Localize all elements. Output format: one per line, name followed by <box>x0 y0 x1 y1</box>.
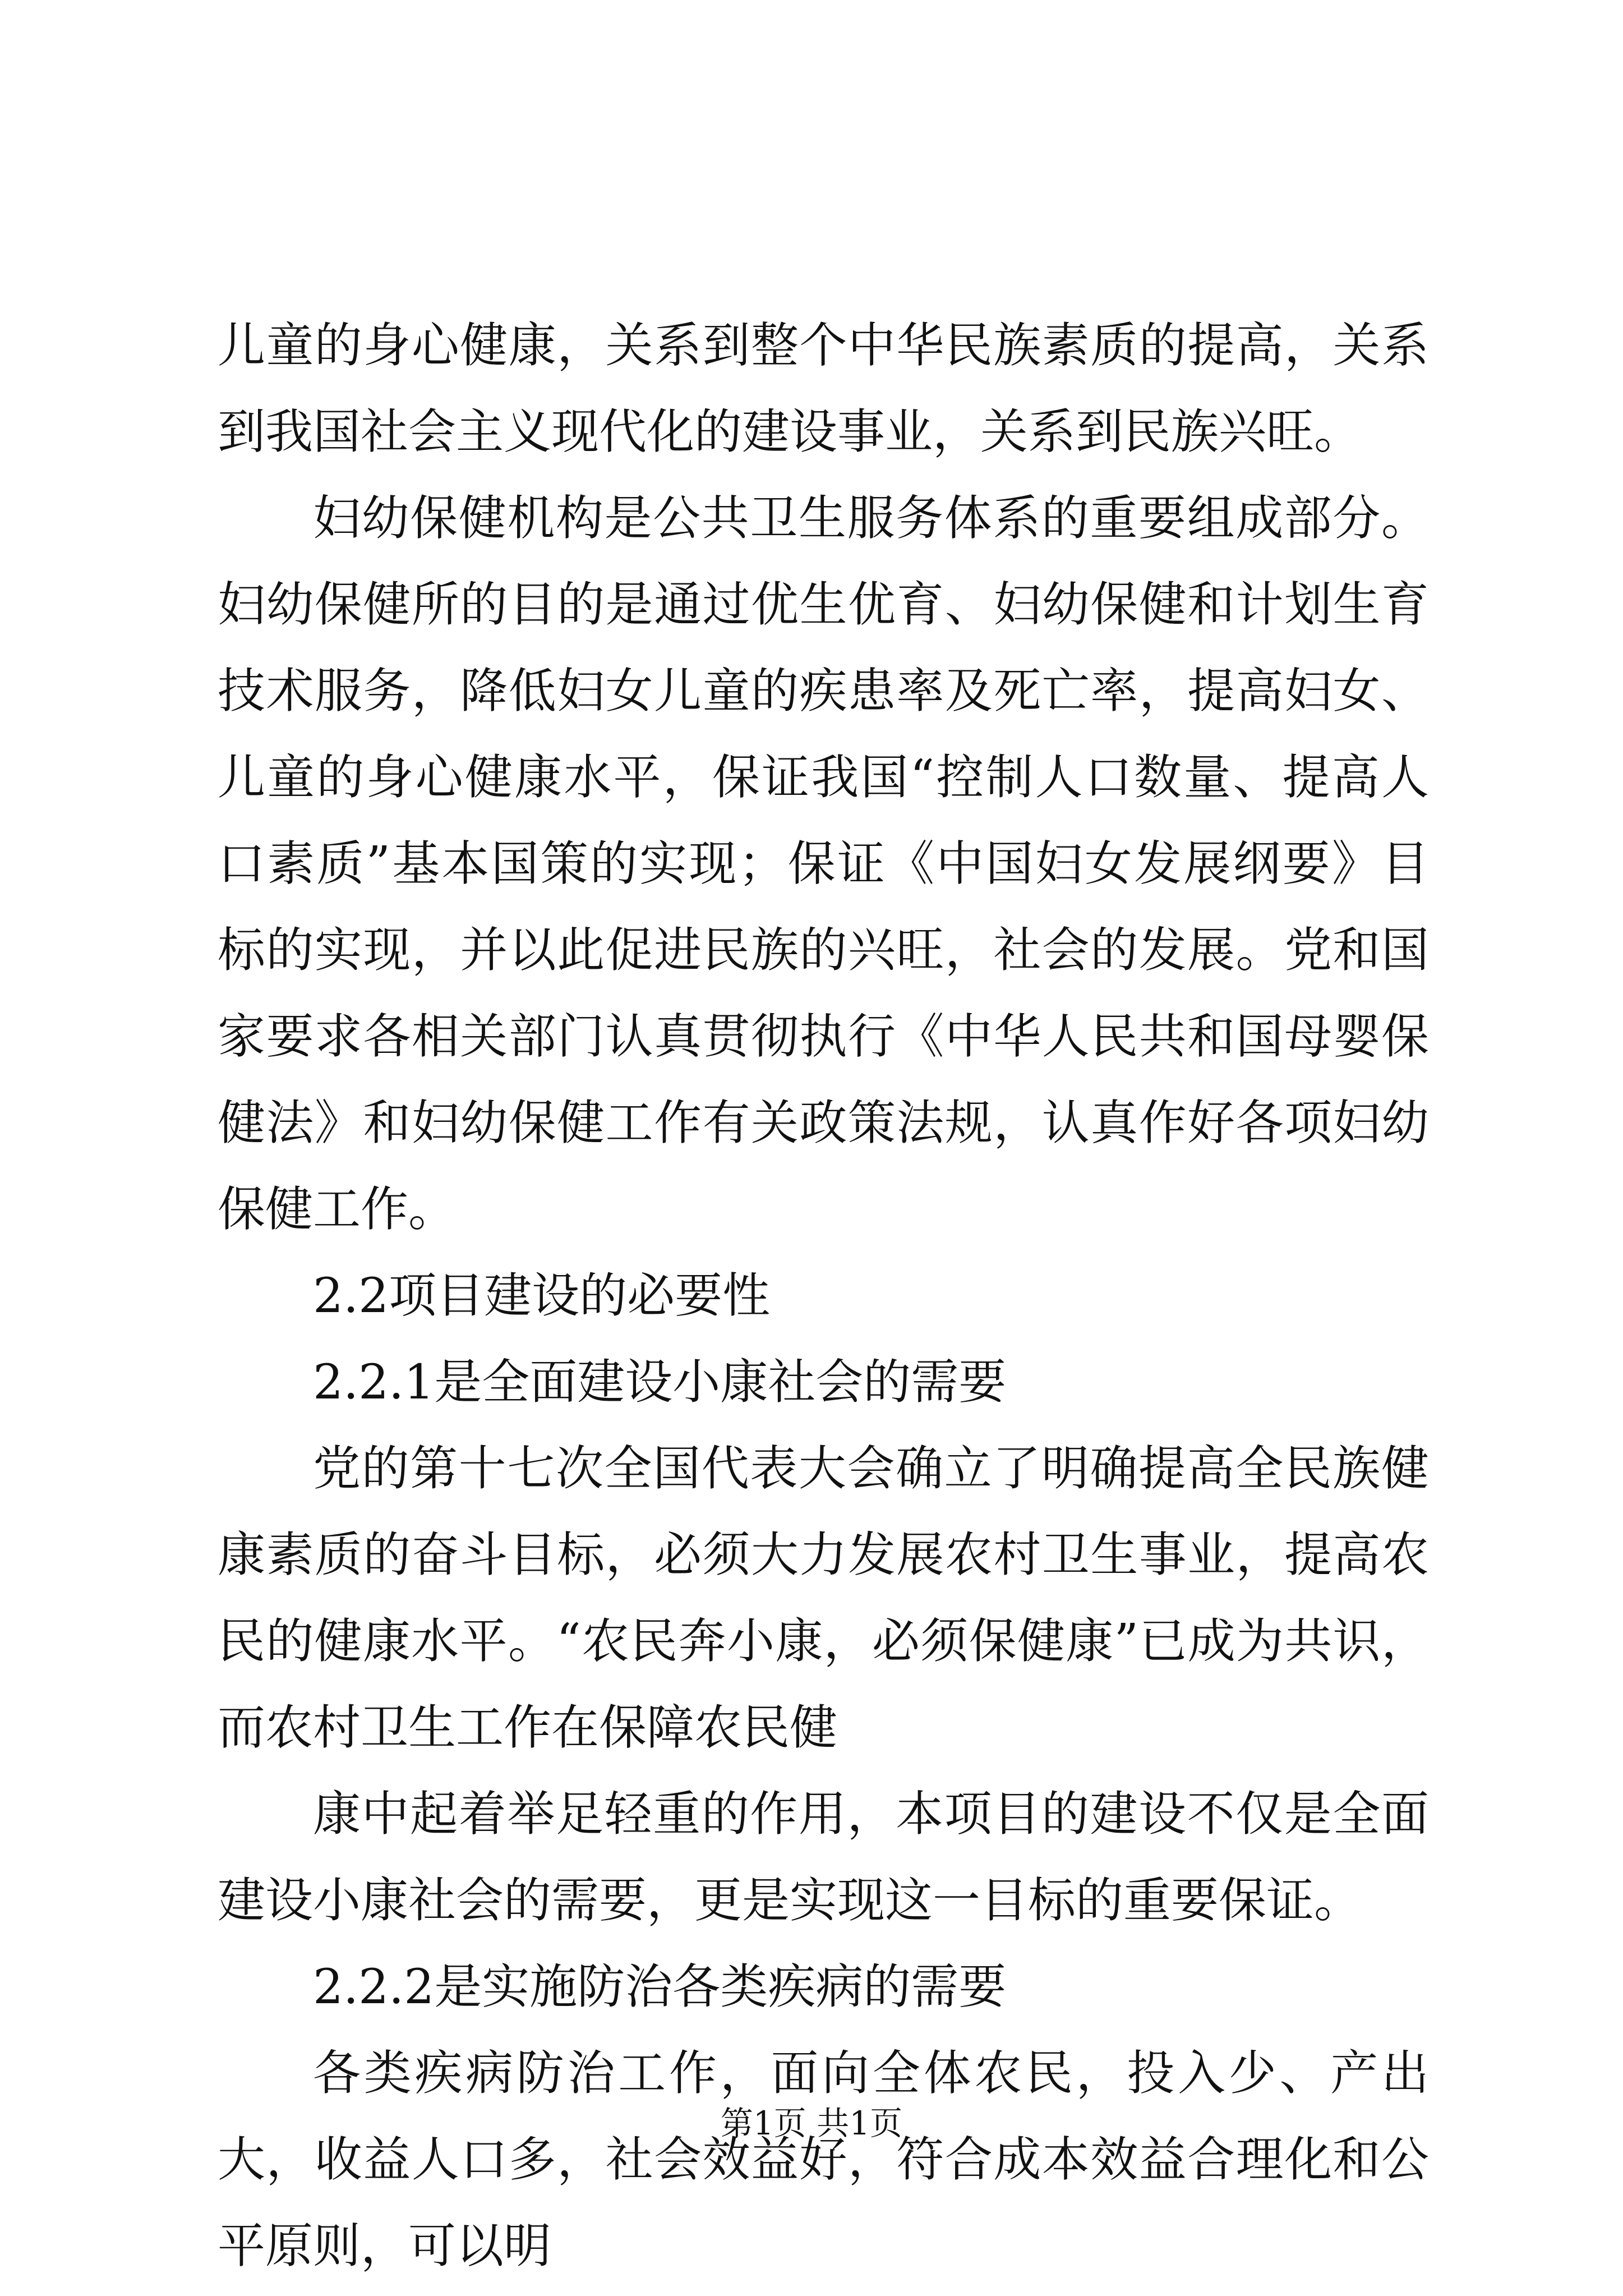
paragraph-disease-prevention: 各类疾病防治工作，面向全体农民，投入少、产出大，收益人口多，社会效益好，符合成本效益合理化和公平原则，可以明 <box>218 2046 1429 2274</box>
page-number: 第1页 共1页 <box>720 2104 903 2142</box>
section-heading-2-2-1: 2.2.1是全面建设小康社会的需要 <box>313 1355 1007 1410</box>
document-body <box>218 303 1429 2290</box>
section-heading-2-2: 2.2项目建设的必要性 <box>313 1268 771 1324</box>
paragraph-continuation: 儿童的身心健康，关系到整个中华民族素质的提高，关系到我国社会主义现代化的建设事业，关系到民族兴旺。 <box>218 318 1429 460</box>
section-heading-2-2-2: 2.2.2是实施防治各类疾病的需要 <box>313 1959 1007 2015</box>
paragraph-xiaokang: 康中起着举足轻重的作用，本项目的建设不仅是全面建设小康社会的需要，更是实现这一目标的重要保证。 <box>218 1787 1429 1929</box>
paragraph-17th-congress: 党的第十七次全国代表大会确立了明确提高全民族健康素质的奋斗目标，必须大力发展农村卫生事业，提高农民的健康水平。“农民奔小康，必须保健康”已成为共识，而农村卫生工作在保障农民健 <box>218 1441 1429 1756</box>
paragraph-maternal-child-health: 妇幼保健机构是公共卫生服务体系的重要组成部分。妇幼保健所的目的是通过优生优育、妇幼保健和计划生育技术服务，降低妇女儿童的疾患率及死亡率，提高妇女、儿童的身心健康水平，保证我国“控制人口数量、提高人口素质”基本国策的实现；保证《中国妇女发展纲要》目标的实现，并以此促进民族的兴旺，社会的发展。党和国家要求各相关部门认真贯彻执行《中华人民共和国母婴保健法》和妇幼保健工作有关政策法规，认真作好各项妇幼保健工作。 <box>218 491 1429 1237</box>
page-footer <box>0 2101 1623 2146</box>
